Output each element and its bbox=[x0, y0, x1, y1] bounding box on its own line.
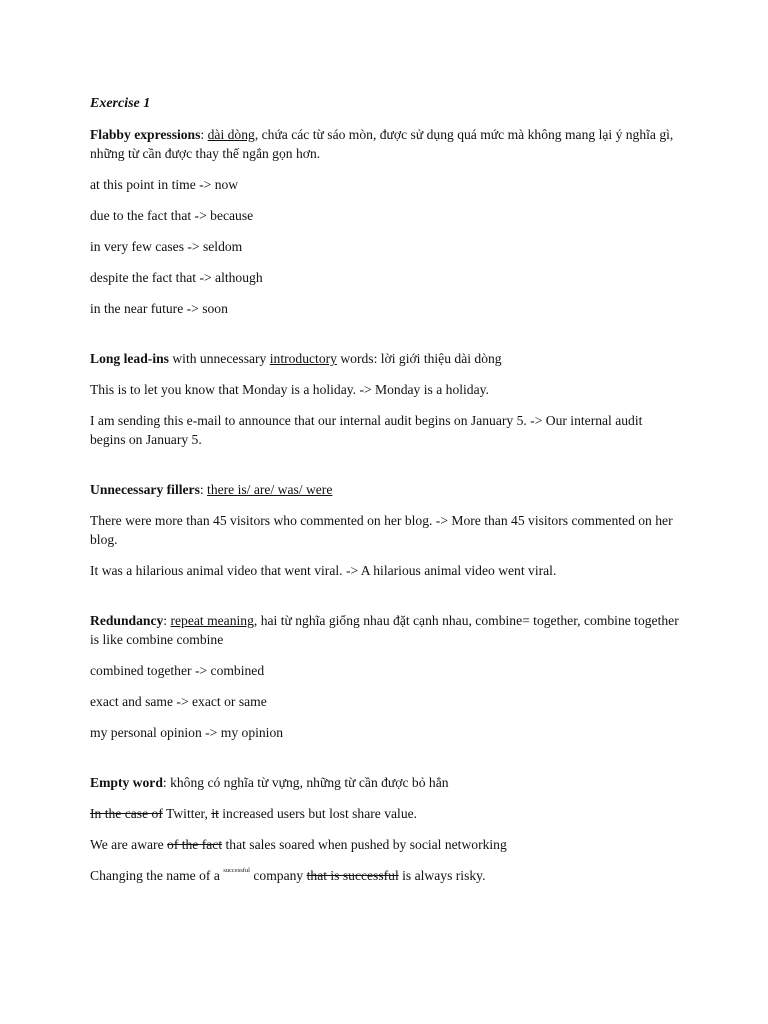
redundancy-example: exact and same -> exact or same bbox=[90, 694, 267, 709]
redundancy-example: my personal opinion -> my opinion bbox=[90, 725, 284, 740]
spacer bbox=[90, 368, 680, 380]
example-text: company bbox=[249, 868, 307, 883]
spacer bbox=[90, 549, 680, 561]
fillers-colon: : bbox=[199, 482, 208, 497]
section-spacer bbox=[90, 742, 680, 773]
fillers-example: It was a hilarious animal video that went viral. -> A hilarious animal video went viral. bbox=[90, 563, 557, 578]
empty-example bbox=[90, 804, 680, 823]
leadins-term: Long lead-ins bbox=[90, 351, 169, 366]
spacer bbox=[90, 680, 680, 692]
flabby-underlined: dài dòng bbox=[207, 127, 255, 142]
flabby-definition bbox=[90, 125, 680, 163]
document-page bbox=[90, 94, 680, 885]
superscript-insert: successful bbox=[223, 867, 250, 874]
leadins-definition bbox=[90, 349, 680, 368]
empty-example bbox=[90, 866, 680, 885]
struck-text: that is successful bbox=[306, 868, 399, 883]
spacer bbox=[90, 854, 680, 866]
empty-example bbox=[90, 835, 680, 854]
example-text: Twitter, bbox=[162, 806, 212, 821]
flabby-example: due to the fact that -> because bbox=[90, 208, 254, 223]
struck-text: In the case of bbox=[90, 806, 163, 821]
redundancy-term: Redundancy bbox=[90, 613, 164, 628]
spacer bbox=[90, 649, 680, 661]
flabby-example: at this point in time -> now bbox=[90, 177, 239, 192]
example-text: Changing the name of a bbox=[90, 868, 224, 883]
empty-term: Empty word bbox=[90, 775, 163, 790]
flabby-example: in very few cases -> seldom bbox=[90, 239, 243, 254]
spacer bbox=[90, 711, 680, 723]
section-spacer bbox=[90, 318, 680, 349]
leadins-underlined: introductory bbox=[269, 351, 337, 366]
spacer bbox=[90, 499, 680, 511]
spacer bbox=[90, 399, 680, 411]
struck-text: it bbox=[211, 806, 219, 821]
example-text: is always risky. bbox=[398, 868, 486, 883]
leadins-pre: with unnecessary bbox=[168, 351, 270, 366]
leadins-example: This is to let you know that Monday is a holiday. -> Monday is a holiday. bbox=[90, 382, 489, 397]
spacer bbox=[90, 287, 680, 299]
redundancy-example: combined together -> combined bbox=[90, 663, 265, 678]
exercise-title: Exercise 1 bbox=[90, 96, 151, 111]
redundancy-colon: : bbox=[163, 613, 171, 628]
redundancy-underlined: repeat meaning bbox=[170, 613, 254, 628]
fillers-example: There were more than 45 visitors who commented on her blog. -> More than 45 visitors commented on her blog. bbox=[90, 513, 673, 547]
fillers-definition bbox=[90, 480, 680, 499]
flabby-term: Flabby expressions bbox=[90, 127, 201, 142]
flabby-rest: , chứa các từ sáo mòn, được sử dụng quá mức mà không mang lại ý nghĩa gì, những từ cần được thay thế ngắn gọn hơn. bbox=[90, 127, 674, 161]
leadins-rest: words: lời giới thiệu dài dòng bbox=[336, 351, 502, 366]
spacer bbox=[90, 194, 680, 206]
flabby-colon: : bbox=[200, 127, 208, 142]
example-text: increased users but lost share value. bbox=[218, 806, 418, 821]
struck-text: of the fact bbox=[167, 837, 223, 852]
section-spacer bbox=[90, 580, 680, 611]
example-text: that sales soared when pushed by social networking bbox=[222, 837, 507, 852]
redundancy-rest: , hai từ nghĩa giống nhau đặt cạnh nhau, combine= together, combine together is like combine combine bbox=[90, 613, 679, 647]
spacer bbox=[90, 823, 680, 835]
flabby-example: in the near future -> soon bbox=[90, 301, 228, 316]
fillers-term: Unnecessary fillers bbox=[90, 482, 200, 497]
empty-definition bbox=[90, 773, 680, 792]
spacer bbox=[90, 792, 680, 804]
spacer bbox=[90, 256, 680, 268]
spacer bbox=[90, 163, 680, 175]
spacer bbox=[90, 113, 680, 125]
section-spacer bbox=[90, 449, 680, 480]
empty-rest: : không có nghĩa từ vựng, những từ cần được bỏ hẳn bbox=[162, 775, 449, 790]
flabby-example: despite the fact that -> although bbox=[90, 270, 263, 285]
spacer bbox=[90, 225, 680, 237]
example-text: We are aware bbox=[90, 837, 168, 852]
redundancy-definition bbox=[90, 611, 680, 649]
leadins-example: I am sending this e-mail to announce that our internal audit begins on January 5. -> Our internal audit begins on January 5. bbox=[90, 413, 643, 447]
fillers-underlined: there is/ are/ was/ were bbox=[207, 482, 333, 497]
